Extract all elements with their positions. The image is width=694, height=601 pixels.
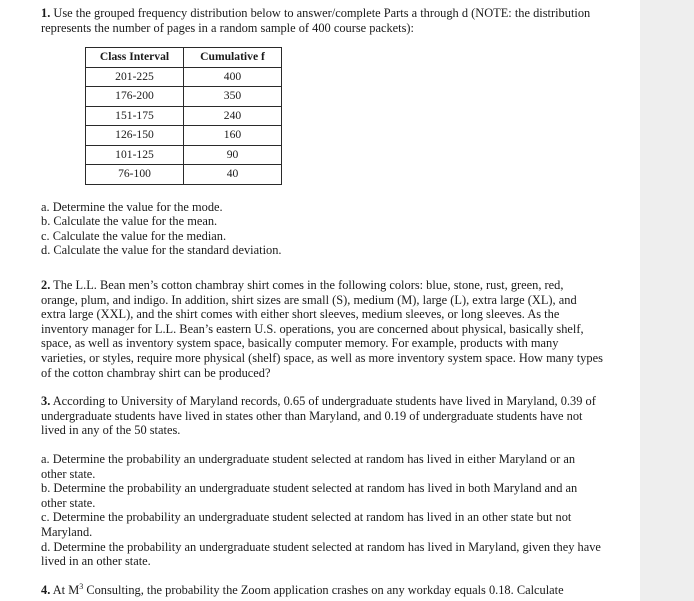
question-3-part-b: b. Determine the probability an undergraduate student selected at random has lived in both Maryland and an other state. bbox=[41, 481, 578, 510]
frequency-table bbox=[85, 47, 282, 185]
class-interval-cell: 126-150 bbox=[86, 126, 184, 146]
question-1-part-b: b. Calculate the value for the mean. bbox=[41, 214, 218, 229]
cumulative-f-cell: 40 bbox=[184, 165, 282, 185]
table-row bbox=[86, 145, 282, 165]
cumulative-f-cell: 350 bbox=[184, 87, 282, 107]
question-4-superscript: 3 bbox=[79, 581, 84, 591]
class-interval-cell: 176-200 bbox=[86, 87, 184, 107]
cumulative-f-cell: 90 bbox=[184, 145, 282, 165]
question-3-number: 3. bbox=[41, 394, 51, 409]
question-1-part-d: d. Calculate the value for the standard deviation. bbox=[41, 243, 282, 258]
header-class-interval: Class Interval bbox=[86, 48, 184, 68]
question-1-number: 1. bbox=[41, 6, 51, 20]
question-4 bbox=[41, 583, 603, 598]
question-4-text-after: Consulting, the probability the Zoom application crashes on any workday equals 0.18. Calculate bbox=[83, 582, 564, 597]
question-1-text: Use the grouped frequency distribution below to answer/complete Parts a through d (NOTE: the distribution represents the number of pages in a random sample of 400 course packets): bbox=[41, 6, 591, 35]
question-3-part-a: a. Determine the probability an undergraduate student selected at random has lived in either Maryland or an other state. bbox=[41, 452, 576, 481]
cumulative-f-cell: 160 bbox=[184, 126, 282, 146]
table-row bbox=[86, 106, 282, 126]
question-1 bbox=[41, 6, 603, 35]
question-3-part-c: c. Determine the probability an undergraduate student selected at random has lived in an other state but not Maryland. bbox=[41, 510, 572, 539]
table-row bbox=[86, 126, 282, 146]
table-row bbox=[86, 87, 282, 107]
question-4-text-before: At M bbox=[52, 582, 80, 597]
question-3 bbox=[41, 394, 603, 438]
question-1-parts bbox=[41, 200, 603, 258]
question-2-number: 2. bbox=[41, 278, 51, 293]
header-cumulative-f: Cumulative f bbox=[184, 48, 282, 68]
class-interval-cell: 151-175 bbox=[86, 106, 184, 126]
table-header-row bbox=[86, 48, 282, 68]
cumulative-f-cell: 240 bbox=[184, 106, 282, 126]
question-2-text: The L.L. Bean men’s cotton chambray shirt comes in the following colors: blue, stone, rust, green, red, orange, plum, and indigo. In addition, shirt sizes are small (S), medium (M), large (L), extra large (XL), and extra large (XXL), and the shirt comes with either short sleeves, medium sleeves, or long sleeves. As the inventory manager for L.L. Bean’s eastern U.S. operations, you are concerned about physical, basically shelf, space, as well as inventory system space, basically computer memory. For example, products with many varieties, or styles, require more physical (shelf) space, as well as more inventory system space. How many types of the cotton chambray shirt can be produced? bbox=[41, 278, 603, 380]
question-1-part-a: a. Determine the value for the mode. bbox=[41, 199, 223, 214]
question-3-parts bbox=[41, 452, 603, 569]
class-interval-cell: 101-125 bbox=[86, 145, 184, 165]
viewer-gutter bbox=[640, 0, 694, 601]
document-content bbox=[41, 6, 603, 597]
question-4-number: 4. bbox=[41, 582, 51, 597]
question-1-part-c: c. Calculate the value for the median. bbox=[41, 228, 227, 243]
cumulative-f-cell: 400 bbox=[184, 67, 282, 87]
class-interval-cell: 201-225 bbox=[86, 67, 184, 87]
question-2 bbox=[41, 278, 603, 380]
table-row bbox=[86, 67, 282, 87]
question-3-text: According to University of Maryland records, 0.65 of undergraduate students have lived in Maryland, 0.39 of undergraduate students have lived in states other than Maryland, and 0.19 of undergraduate students have not lived in any of the 50 states. bbox=[41, 394, 596, 438]
question-3-part-d: d. Determine the probability an undergraduate student selected at random has lived in Maryland, given they have lived in an other state. bbox=[41, 539, 601, 569]
table-row bbox=[86, 165, 282, 185]
class-interval-cell: 76-100 bbox=[86, 165, 184, 185]
